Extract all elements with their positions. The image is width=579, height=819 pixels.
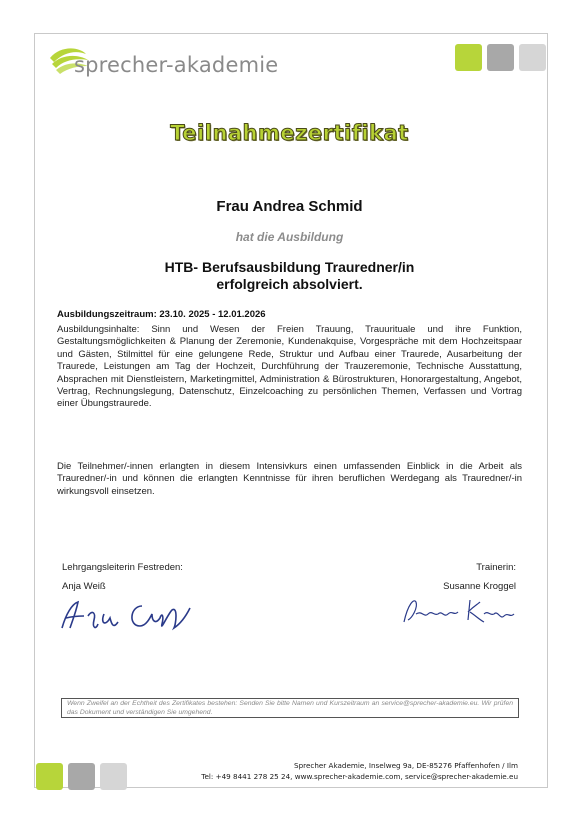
square-lime [36, 763, 63, 790]
footer-line-1: Sprecher Akademie, Inselweg 9a, DE-85276 Pfaffenhofen / Ilm [294, 761, 518, 770]
handwritten-signature-right [400, 594, 520, 626]
subtitle: hat die Ausbildung [235, 230, 344, 244]
square-gray [68, 763, 95, 790]
certificate-title: Teilnahmezertifikat [170, 121, 409, 145]
signature-label-left: Lehrgangsleiterin Festreden: [62, 562, 183, 573]
header-squares [455, 44, 546, 71]
brand-name: sprecher-akademie [74, 53, 279, 77]
signature-name-left: Anja Weiß [62, 581, 106, 592]
training-period: Ausbildungszeitraum: 23.10. 2025 - 12.01.2026 [57, 309, 266, 320]
square-lightgray [100, 763, 127, 790]
footer-address [201, 760, 518, 782]
signature-name-right: Susanne Kroggel [443, 581, 516, 592]
authenticity-notice: Wenn Zweifel an der Echtheit des Zertifikates bestehen: Senden Sie bitte Namen und Kurszeitraum an service@sprecher-akademie.eu. Wir prüfen das Dokument und verständigen Sie umgehend. [61, 698, 519, 718]
training-contents: Ausbildungsinhalte: Sinn und Wesen der Freien Trauung, Trauurituale und ihre Funktion, Gestaltungsmöglichkeiten & Planung der Zeremonie, Kundenakquise, Vorgespräche mit dem Hochzeitspaar und Gästen, Stilmittel für eine gelungene Rede, Struktur und Aufbau einer Traurede, Ausarbeitung der Traurede, Leistungen am Tag der Hochzeit, Durchführung der Trauzeremonie, Technische Ausstattung, Absprachen mit Dienstleistern, Marketingmittel, Administration & Bürostrukturen, Honorargestaltung, Angebot, Vertrag, Rechnungslegung, Datenschutz, Einzelcoaching zu persönlichen Themen, Verfassen und Vortrag einer Übungstraurede. [57, 324, 522, 410]
course-title [0, 259, 579, 293]
course-line-1: HTB- Berufsausbildung Trauredner/in [164, 259, 415, 275]
square-lightgray [519, 44, 546, 71]
square-gray [487, 44, 514, 71]
signature-label-right: Trainerin: [476, 562, 516, 573]
footer-line-2: Tel: +49 8441 278 25 24, www.sprecher-akademie.com, service@sprecher-akademie.eu [201, 772, 518, 781]
closing-paragraph: Die Teilnehmer/-innen erlangten in diesem Intensivkurs einen umfassenden Einblick in die Arbeit als Trauredner/-in und können die erlangten Kenntnisse für ihren beruflichen Werdegang als Trauredner/-in wirkungsvoll einsetzen. [57, 461, 522, 497]
recipient-name: Frau Andrea Schmid [216, 198, 363, 215]
footer-squares [36, 763, 127, 790]
handwritten-signature-left [56, 594, 216, 634]
course-line-2: erfolgreich absolviert. [216, 276, 363, 292]
square-lime [455, 44, 482, 71]
